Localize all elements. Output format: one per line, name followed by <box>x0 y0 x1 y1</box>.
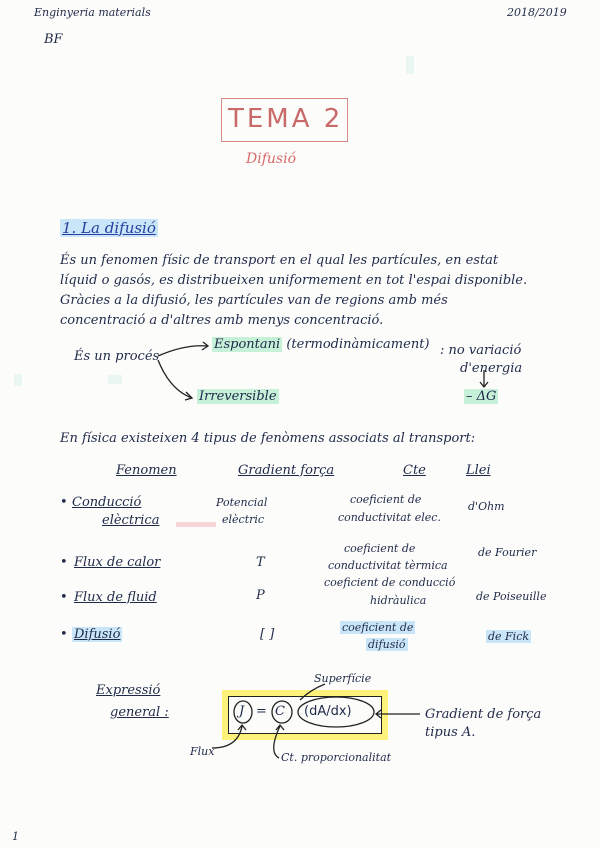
year-label: 2018/2019 <box>507 6 567 19</box>
row-gradient: P <box>256 588 265 603</box>
row-gradient-2: elèctric <box>222 513 265 526</box>
col-header-cte: Cte <box>403 463 426 478</box>
col-header-gradient: Gradient força <box>238 463 335 478</box>
row-cte-2: conductivitat elec. <box>338 511 441 524</box>
energy-note-1: : no variació <box>440 343 522 358</box>
spontaneous-label: Espontani <box>214 337 281 352</box>
row-gradient: Potencial <box>216 496 268 509</box>
paragraph-line-3: Gràcies a la difusió, les partícules van de regions amb més <box>60 293 448 308</box>
paragraph-line-1: És un fenomen físic de transport en el qual les partícules, en estat <box>60 253 499 268</box>
subject-label: Enginyeria materials <box>34 6 151 19</box>
row-cte: coeficient de <box>344 542 416 555</box>
expression-label-1: Expressió <box>96 683 161 698</box>
row-fenomen: Flux de fluid <box>74 590 157 605</box>
row-llei: de Poiseuille <box>476 590 547 603</box>
irreversible-label: Irreversible <box>199 389 277 404</box>
initials-label: BF <box>44 32 63 47</box>
row-gradient: T <box>256 555 265 570</box>
row-fenomen: Flux de calor <box>74 555 161 570</box>
page-number: 1 <box>12 830 19 843</box>
page-title: TEMA 2 <box>228 104 344 134</box>
row-cte-text: coeficient de <box>342 621 414 634</box>
energy-note-2: d'energia <box>460 361 523 376</box>
row-cte: coeficient de conducció <box>324 576 456 589</box>
flux-circle <box>234 701 252 723</box>
spontaneous-note: (termodinàmicament) <box>286 337 430 352</box>
col-header-fenomen: Fenomen <box>116 463 177 478</box>
arrow-from-flux-label <box>212 726 242 748</box>
phenomena-intro: En física existeixen 4 tipus de fenòmens associats al transport: <box>60 431 476 446</box>
arrow-to-spontaneous <box>158 346 208 356</box>
bullet: • <box>60 555 68 570</box>
row-fenomen-text: Difusió <box>74 627 121 642</box>
section-heading-text: 1. La difusió <box>62 219 156 237</box>
row-cte-2: hidràulica <box>370 594 427 607</box>
row-cte-2-text: difusió <box>368 638 406 651</box>
gradient-label-1: Gradient de força <box>425 707 542 722</box>
paragraph-line-4: concentració a d'altres amb menys concentració. <box>60 313 384 328</box>
bullet: • <box>60 495 68 510</box>
formula-equals: = <box>256 704 267 719</box>
formula-flux-symbol: J <box>239 704 245 719</box>
formula-gradient: (dA/dx) <box>304 704 352 719</box>
process-lead: És un procés <box>74 349 160 364</box>
coef-circle <box>272 701 292 723</box>
row-llei: d'Ohm <box>468 500 505 513</box>
page-subtitle: Difusió <box>246 151 296 167</box>
row-llei-text: de Fick <box>488 630 530 643</box>
bullet: • <box>60 627 68 642</box>
arrow-from-proportionality-label <box>274 726 280 758</box>
superficie-label: Superfície <box>314 672 372 685</box>
row-fenomen: Conducció <box>72 495 142 510</box>
proportionality-label: Ct. proporcionalitat <box>281 751 392 764</box>
row-gradient: [ ] <box>260 627 275 642</box>
row-cte: coeficient de <box>350 493 422 506</box>
row-cte-2: conductivitat tèrmica <box>328 559 448 572</box>
gradient-label-2: tipus A. <box>425 725 476 740</box>
flux-label: Flux <box>190 745 215 758</box>
bullet: • <box>60 590 68 605</box>
paragraph-line-2: líquid o gasós, es distribueixen uniformement en tot l'espai disponible. <box>60 273 528 288</box>
gradient-circle <box>298 697 374 727</box>
delta-g-text: – ΔG <box>466 389 497 404</box>
col-header-llei: Llei <box>466 463 491 478</box>
formula-coef-symbol: C <box>275 704 285 719</box>
row-llei: de Fourier <box>478 546 537 559</box>
expression-label-2: general : <box>110 705 169 720</box>
row-fenomen-2: elèctrica <box>102 513 160 528</box>
